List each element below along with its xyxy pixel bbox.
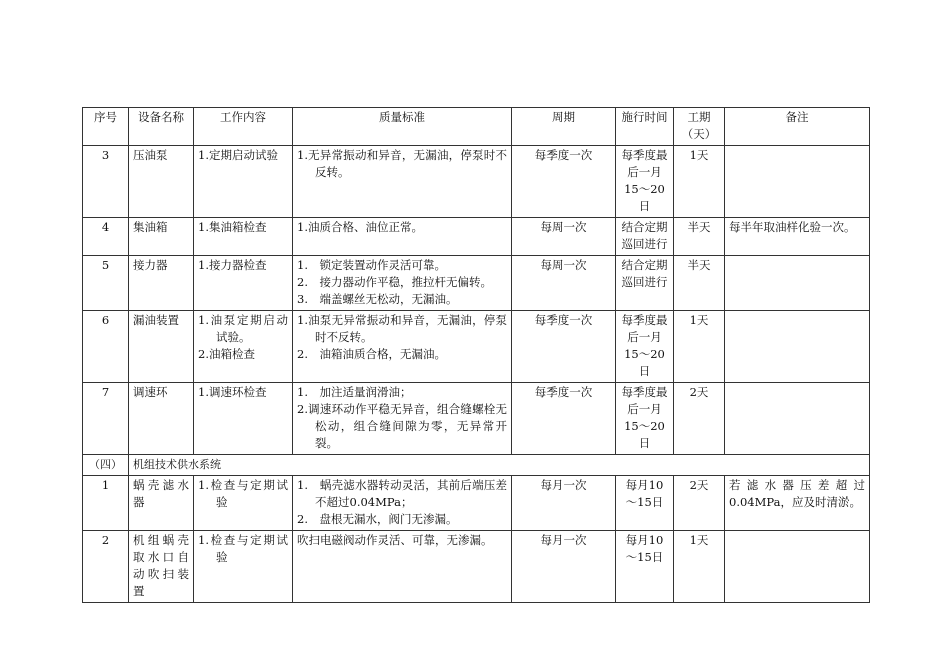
cell-days: 2天 xyxy=(674,383,725,455)
cell-seq: 4 xyxy=(83,218,129,256)
header-seq: 序号 xyxy=(83,108,129,146)
cell-note xyxy=(725,311,870,383)
cell-period: 每月一次 xyxy=(512,531,616,603)
header-note: 备注 xyxy=(725,108,870,146)
cell-standard-line: 2.调速环动作平稳无异音，组合缝螺栓无松动，组合缝间隙为零，无异常开裂。 xyxy=(297,402,507,450)
cell-standard xyxy=(293,256,512,311)
cell-work-line: 1.油泵定期启动试验。 xyxy=(198,313,288,344)
header-standard: 质量标准 xyxy=(293,108,512,146)
cell-note xyxy=(725,146,870,218)
header-days-line1: 工期 xyxy=(687,110,711,124)
maintenance-table xyxy=(82,107,870,603)
cell-time: 每季度最后一月15～20日 xyxy=(616,311,674,383)
table-row xyxy=(83,256,870,311)
cell-work-line: 2.油箱检查 xyxy=(198,347,255,361)
cell-work xyxy=(194,476,293,531)
cell-seq: 2 xyxy=(83,531,129,603)
cell-work-line: 1.检查与定期试验 xyxy=(198,478,288,509)
section-number: （四） xyxy=(83,455,129,476)
cell-time: 每季度最后一月15～20日 xyxy=(616,146,674,218)
header-time: 施行时间 xyxy=(616,108,674,146)
cell-work-line: 1.调速环检查 xyxy=(198,385,267,399)
table-row xyxy=(83,311,870,383)
cell-standard-line: 2. 油箱油质合格，无漏油。 xyxy=(297,347,446,361)
cell-standard-line: 1.油质合格、油位正常。 xyxy=(297,220,423,234)
cell-period: 每季度一次 xyxy=(512,146,616,218)
cell-days: 1天 xyxy=(674,146,725,218)
cell-standard-line: 1.油泵无异常振动和异音，无漏油，停泵时不反转。 xyxy=(297,313,507,344)
cell-standard-line: 吹扫电磁阀动作灵活、可靠，无渗漏。 xyxy=(297,533,493,547)
cell-note xyxy=(725,531,870,603)
table-row xyxy=(83,476,870,531)
table-row xyxy=(83,218,870,256)
cell-work xyxy=(194,531,293,603)
cell-name: 集油箱 xyxy=(129,218,194,256)
cell-work xyxy=(194,383,293,455)
cell-name: 机组蜗壳取水口自动吹扫装置 xyxy=(129,531,194,603)
cell-name: 压油泵 xyxy=(129,146,194,218)
cell-work-line: 1.定期启动试验 xyxy=(198,148,278,162)
cell-days: 2天 xyxy=(674,476,725,531)
cell-time: 每月10～15日 xyxy=(616,531,674,603)
cell-time: 结合定期巡回进行 xyxy=(616,256,674,311)
cell-work xyxy=(194,311,293,383)
cell-work xyxy=(194,256,293,311)
cell-seq: 5 xyxy=(83,256,129,311)
cell-work xyxy=(194,146,293,218)
cell-note: 每半年取油样化验一次。 xyxy=(725,218,870,256)
cell-period: 每周一次 xyxy=(512,256,616,311)
cell-standard-line: 2. 接力器动作平稳，推拉杆无偏转。 xyxy=(297,275,492,289)
cell-seq: 1 xyxy=(83,476,129,531)
section-row xyxy=(83,455,870,476)
cell-note xyxy=(725,256,870,311)
cell-work-line: 1.检查与定期试验 xyxy=(198,533,288,564)
cell-work-line: 1.集油箱检查 xyxy=(198,220,267,234)
cell-name: 调速环 xyxy=(129,383,194,455)
cell-period: 每月一次 xyxy=(512,476,616,531)
cell-standard-line: 1. 蜗壳滤水器转动灵活，其前后端压差不超过0.04MPa； xyxy=(297,478,507,509)
cell-standard xyxy=(293,531,512,603)
cell-note: 若滤水器压差超过0.04MPa，应及时清淤。 xyxy=(725,476,870,531)
cell-seq: 6 xyxy=(83,311,129,383)
cell-period: 每季度一次 xyxy=(512,311,616,383)
table-row xyxy=(83,383,870,455)
cell-work-line: 1.接力器检查 xyxy=(198,258,267,272)
cell-standard-line: 1. 锁定装置动作灵活可靠。 xyxy=(297,258,446,272)
cell-days: 1天 xyxy=(674,531,725,603)
cell-standard-line: 1.无异常振动和异音，无漏油，停泵时不反转。 xyxy=(297,148,507,179)
cell-name: 接力器 xyxy=(129,256,194,311)
cell-seq: 3 xyxy=(83,146,129,218)
cell-standard xyxy=(293,146,512,218)
header-days xyxy=(674,108,725,146)
section-title: 机组技术供水系统 xyxy=(129,455,870,476)
cell-standard-line: 2. 盘根无漏水，阀门无渗漏。 xyxy=(297,512,458,526)
cell-note xyxy=(725,383,870,455)
cell-days: 1天 xyxy=(674,311,725,383)
cell-time: 每月10～15日 xyxy=(616,476,674,531)
header-row xyxy=(83,108,870,146)
cell-name: 蜗壳滤水器 xyxy=(129,476,194,531)
cell-period: 每季度一次 xyxy=(512,383,616,455)
cell-time: 结合定期巡回进行 xyxy=(616,218,674,256)
cell-name: 漏油装置 xyxy=(129,311,194,383)
header-name: 设备名称 xyxy=(129,108,194,146)
cell-time: 每季度最后一月15～20日 xyxy=(616,383,674,455)
header-work: 工作内容 xyxy=(194,108,293,146)
cell-days: 半天 xyxy=(674,256,725,311)
table-row xyxy=(83,146,870,218)
cell-standard xyxy=(293,218,512,256)
cell-days: 半天 xyxy=(674,218,725,256)
table-row xyxy=(83,531,870,603)
cell-standard xyxy=(293,311,512,383)
cell-seq: 7 xyxy=(83,383,129,455)
header-period: 周期 xyxy=(512,108,616,146)
cell-period: 每周一次 xyxy=(512,218,616,256)
cell-work xyxy=(194,218,293,256)
header-days-line2: （天） xyxy=(681,127,717,141)
cell-standard-line: 3. 端盖螺丝无松动，无漏油。 xyxy=(297,292,458,306)
cell-standard xyxy=(293,383,512,455)
cell-standard xyxy=(293,476,512,531)
cell-standard-line: 1. 加注适量润滑油； xyxy=(297,385,412,399)
